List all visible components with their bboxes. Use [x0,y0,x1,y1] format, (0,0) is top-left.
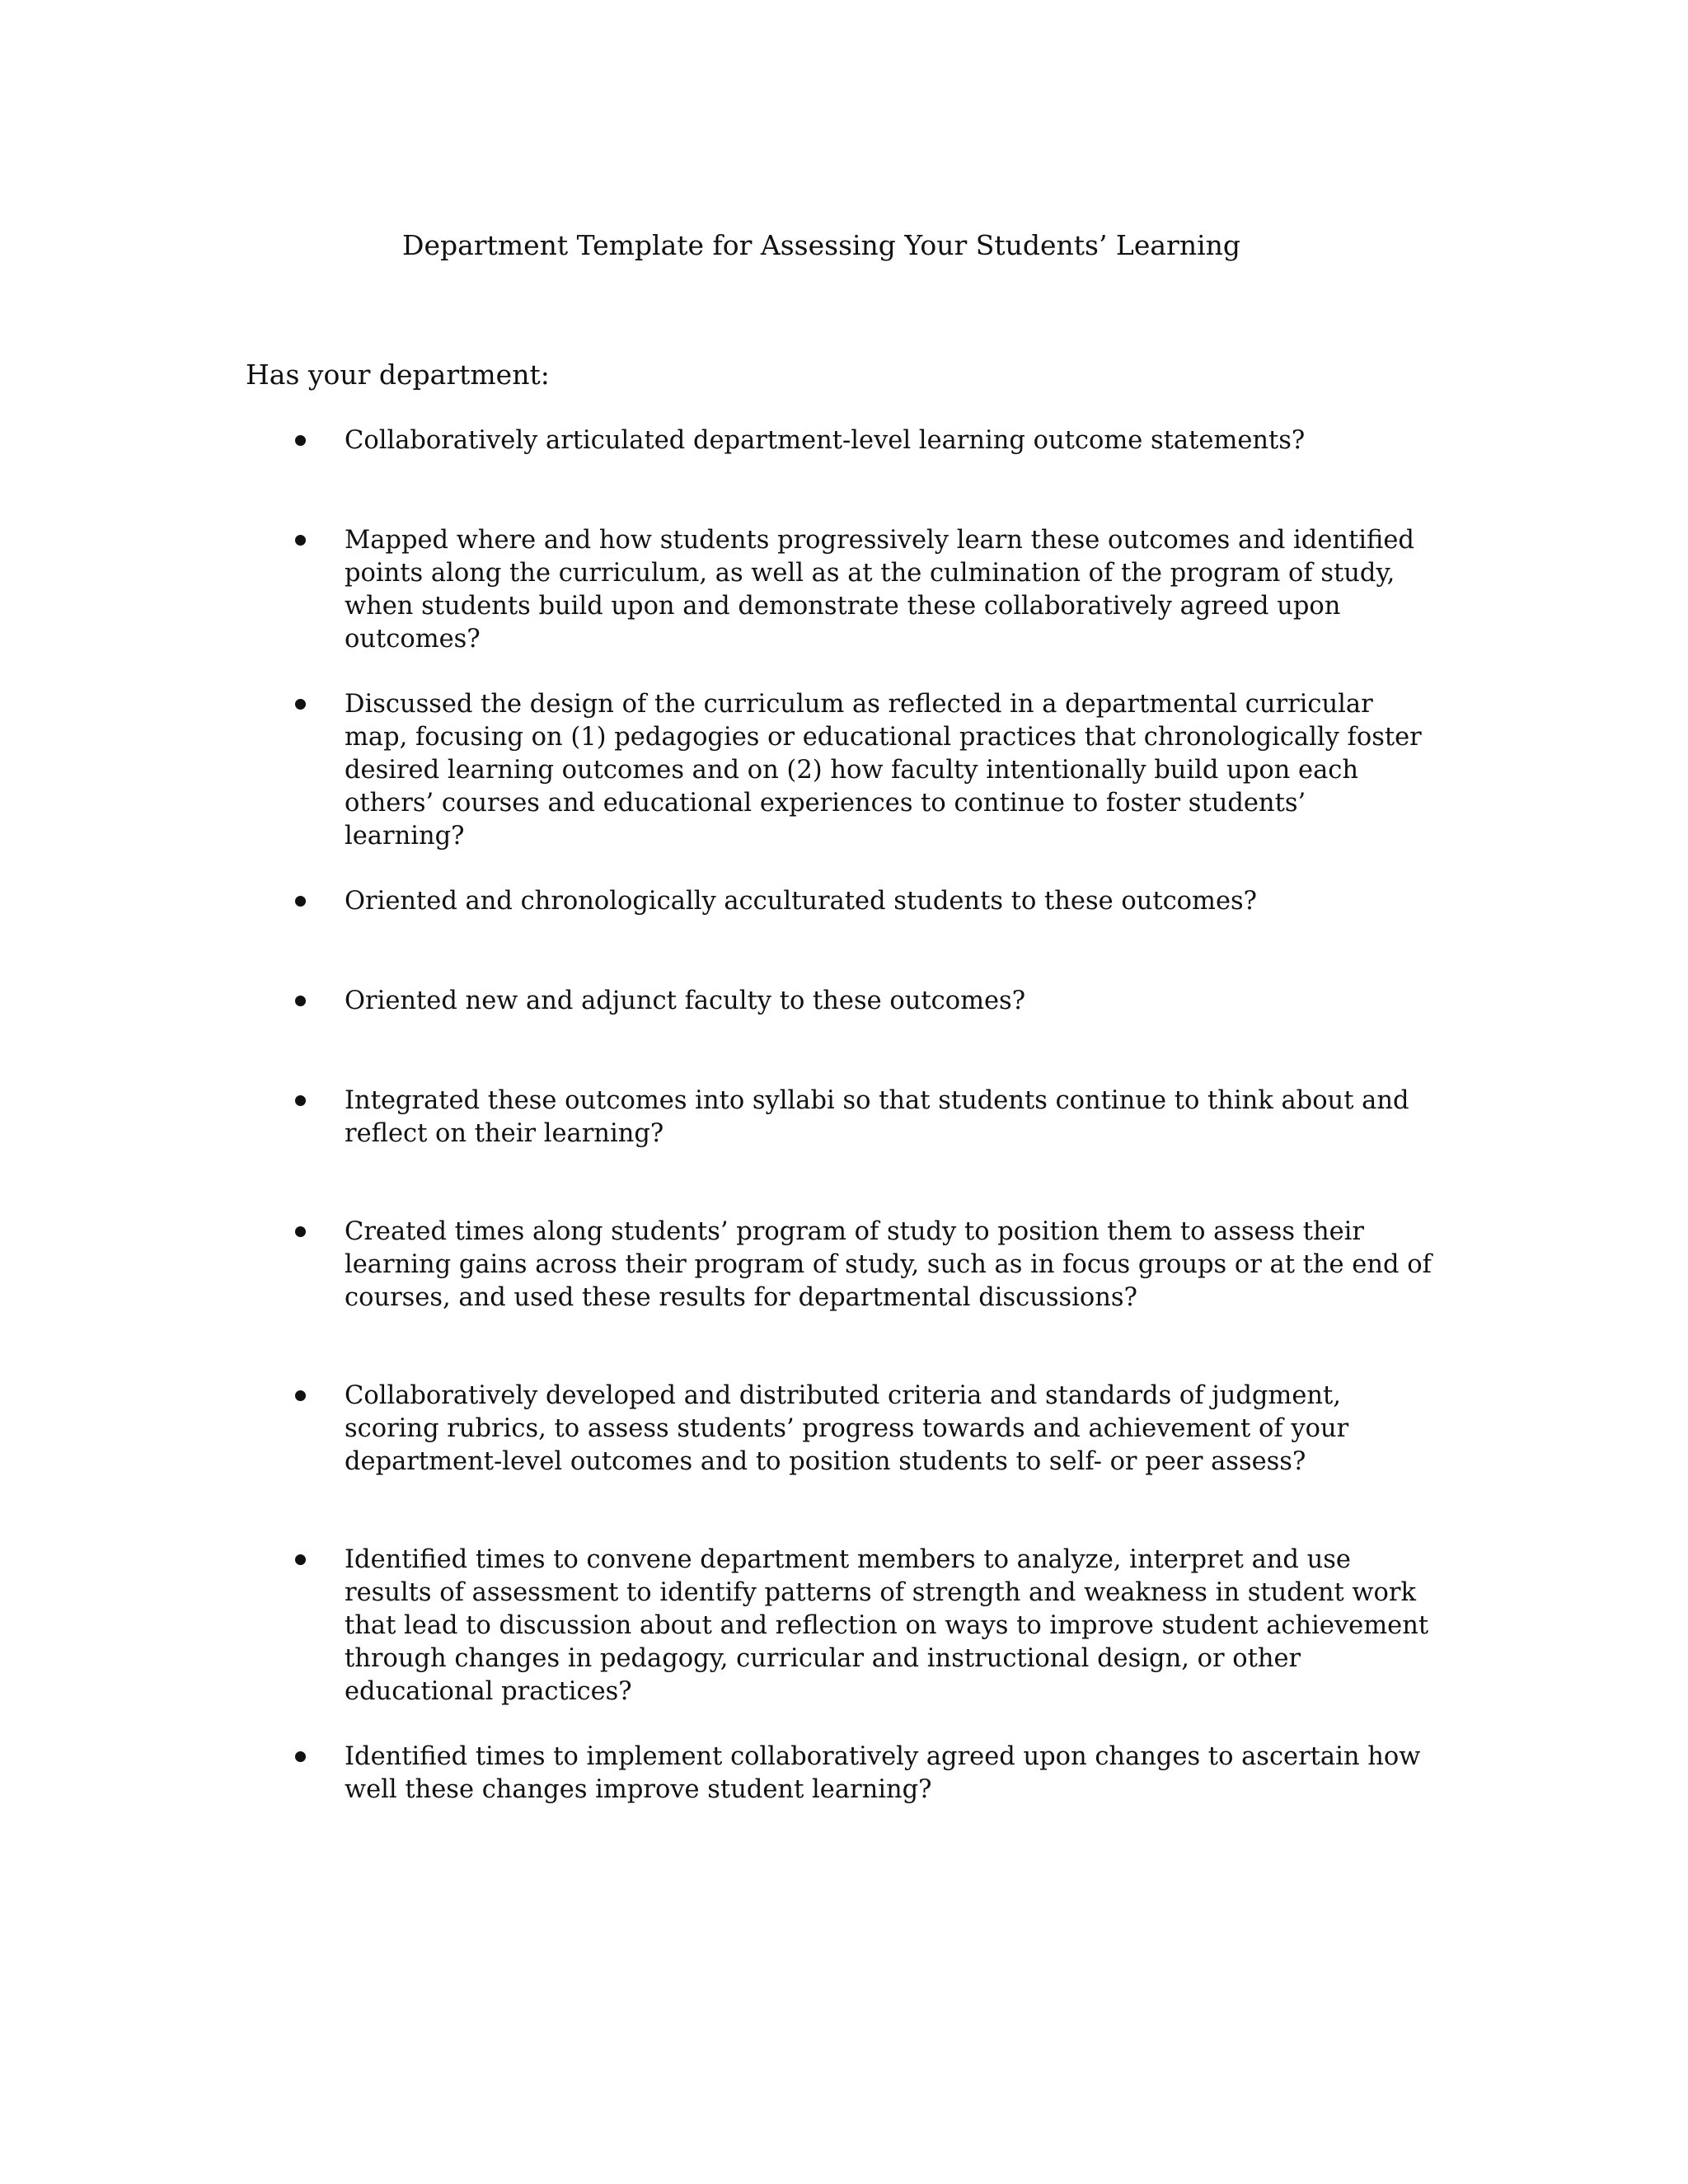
list-item-text: Collaboratively articulated department-level learning outcome statements? [345,426,1306,455]
bullet-icon [295,1554,306,1565]
bullet-icon [295,699,306,710]
list-item-text: Collaboratively developed and distributed criteria and standards of judgment, scoring rubrics, to assess students’ progress towards and achievement of your department-level outcomes and to position students to self- or peer assess? [345,1381,1349,1476]
list-item-text: Created times along students’ program of study to position them to assess their learning gains across their program of study, such as in focus groups or at the end of courses, and used these results for departmental discussions? [345,1217,1432,1312]
bullet-icon [295,896,306,907]
bullet-icon [295,1095,306,1106]
bullet-icon [295,535,306,546]
list-item-text: Oriented new and adjunct faculty to these outcomes? [345,987,1026,1015]
document-title: Department Template for Assessing Your Students’ Learning [402,229,1241,261]
intro-text: Has your department: [246,359,550,391]
bullet-icon [295,435,306,446]
bullet-icon [295,996,306,1006]
bullet-icon [295,1751,306,1762]
list-item-text: Identified times to convene department members to analyze, interpret and use results of assessment to identify patterns of strength and weakness in student work that lead to discussion about and reflection on ways to improve student achievement through changes in pedagogy, curricular and instructional design, or other educational practices? [345,1545,1429,1706]
list-item-text: Integrated these outcomes into syllabi so that students continue to think about and reflect on their learning? [345,1086,1409,1148]
list-item-text: Oriented and chronologically acculturated students to these outcomes? [345,887,1258,916]
bullet-icon [295,1226,306,1237]
list-item-text: Identified times to implement collaboratively agreed upon changes to ascertain how well these changes improve student learning? [345,1742,1421,1804]
list-item-text: Discussed the design of the curriculum as reflected in a departmental curricular map, focusing on (1) pedagogies or educational practices that chronologically foster desired learning outcomes and on (2) how faculty intentionally build upon each others’ courses and educational experiences to continue to foster students’ learning? [345,690,1422,851]
bullet-icon [295,1390,306,1401]
list-item-text: Mapped where and how students progressively learn these outcomes and identified points along the curriculum, as well as at the culmination of the program of study, when students build upon and demonstrate these collaboratively agreed upon outcomes? [345,526,1414,654]
